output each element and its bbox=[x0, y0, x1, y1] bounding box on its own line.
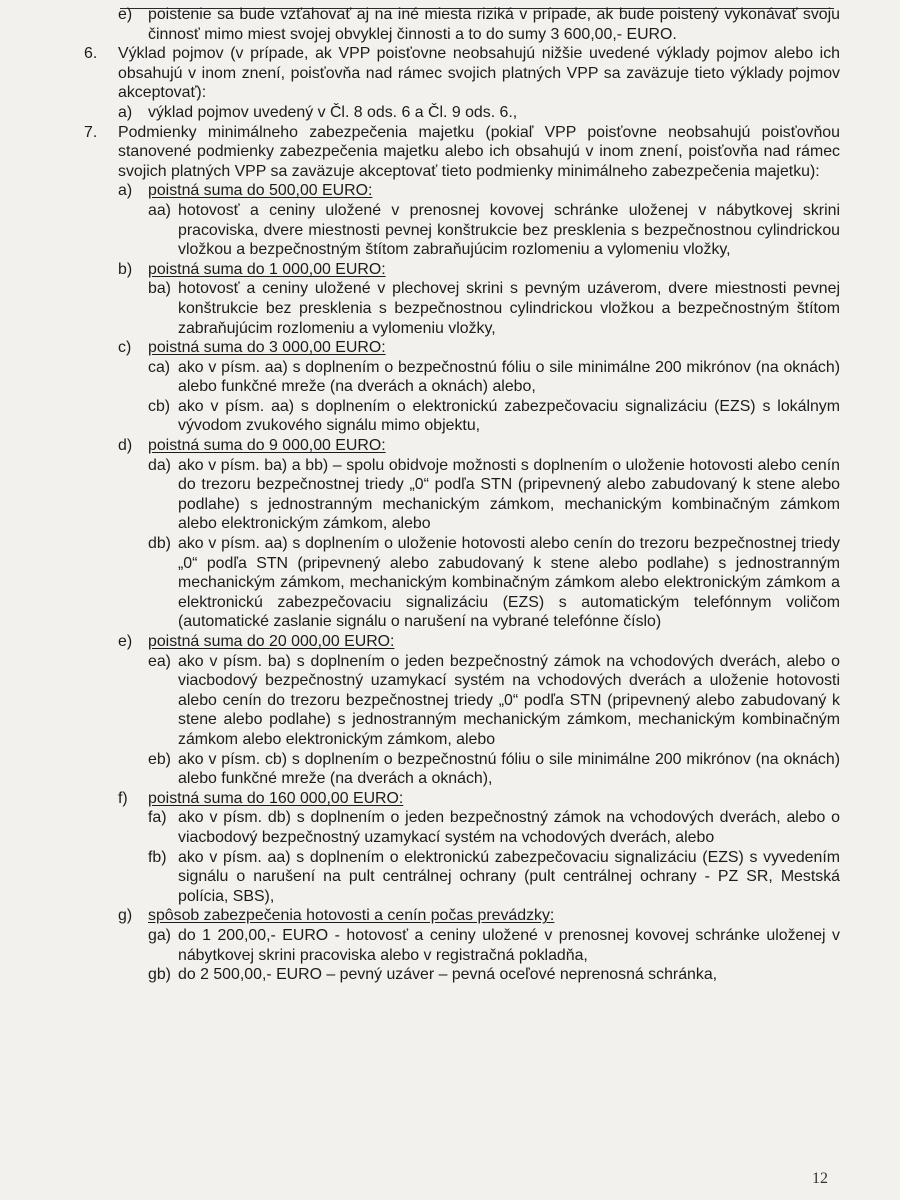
section-number: 6. bbox=[84, 45, 98, 63]
item-label: e) bbox=[118, 6, 133, 23]
subsection-heading bbox=[84, 906, 840, 926]
item-text: ako v písm. ba) a bb) – spolu obidvoje možnosti s doplnením o uloženie hotovosti alebo cenín do trezoru bezpečnostnej triedy „0“ podľa STN (pripevnený alebo zabudovaný k stene alebo podlahe) s jednostranným mechanickým zámkom, mechanickým kombinačným zámkom alebo elektronickým zámkom, alebo bbox=[178, 456, 840, 533]
item-text: ako v písm. ba) s doplnením o jeden bezpečnostný zámok na vchodových dverách, alebo o viacbodový bezpečnostný uzamykací systém na vchodových dverách a uloženie hotovosti alebo cenín do trezoru bezpečnostnej triedy „0“ podľa STN (pripevnený alebo zabudovaný k stene alebo podlahe) s jednostranným mechanickým zámkom, mechanickým kombinačným zámkom alebo elektronickým zámkom, alebo bbox=[178, 652, 840, 748]
item-label: eb) bbox=[148, 750, 171, 768]
list-item bbox=[84, 397, 840, 436]
item-label: a) bbox=[118, 103, 133, 121]
item-label: aa) bbox=[148, 201, 171, 219]
item-label: fa) bbox=[148, 809, 167, 827]
subsection-heading bbox=[84, 436, 840, 456]
subsection-heading bbox=[84, 789, 840, 809]
item-text: do 2 500,00,- EURO – pevný uzáver – pevná oceľové neprenosná schránka, bbox=[178, 966, 718, 984]
subsection-heading bbox=[84, 632, 840, 652]
list-item bbox=[84, 103, 840, 123]
item-label: d) bbox=[118, 437, 133, 455]
list-item bbox=[84, 279, 840, 338]
item-label: ga) bbox=[148, 926, 171, 944]
subsection-heading bbox=[84, 338, 840, 358]
heading-text: poistná suma do 3 000,00 EURO: bbox=[148, 339, 386, 357]
heading-text: poistná suma do 9 000,00 EURO: bbox=[148, 437, 386, 455]
section-text: Výklad pojmov (v prípade, ak VPP poisťovne neobsahujú nižšie uvedené výklady pojmov alebo ich obsahujú v inom znení, poisťovňa nad rámec svojich platných VPP sa zaväzuje tieto výklady pojmov akceptovať): bbox=[118, 45, 840, 102]
heading-text: poistná suma do 20 000,00 EURO: bbox=[148, 633, 395, 650]
item-text: výklad pojmov uvedený v Čl. 8 ods. 6 a Čl. 9 ods. 6., bbox=[148, 103, 518, 121]
item-label: g) bbox=[118, 907, 133, 925]
heading-text: poistná suma do 1 000,00 EURO: bbox=[148, 260, 386, 278]
page-number: 12 bbox=[812, 1170, 828, 1187]
item-label: b) bbox=[118, 260, 133, 278]
item-label: cb) bbox=[148, 397, 171, 415]
item-label: gb) bbox=[148, 966, 171, 984]
list-item bbox=[84, 926, 840, 965]
section-6 bbox=[84, 44, 840, 103]
item-text: ako v písm. aa) s doplnením o elektronickú zabezpečovaciu signalizáciu (EZS) s lokálnym vývodom zvukového signálu mimo objektu, bbox=[178, 397, 840, 435]
list-item bbox=[84, 750, 840, 789]
list-item bbox=[84, 652, 840, 750]
item-label: c) bbox=[118, 339, 132, 357]
list-item bbox=[84, 848, 840, 907]
section-7 bbox=[84, 123, 840, 182]
subsection-heading bbox=[84, 260, 840, 280]
item-label: a) bbox=[118, 182, 133, 200]
list-item bbox=[84, 201, 840, 260]
item-label: ca) bbox=[148, 358, 171, 376]
section-number: 7. bbox=[84, 123, 98, 141]
list-item bbox=[84, 808, 840, 847]
item-label: fb) bbox=[148, 848, 167, 866]
item-text: ako v písm. db) s doplnením o jeden bezpečnostný zámok na vchodových dverách, alebo o viacbodový bezpečnostný uzamykací systém na vchodových dverách, alebo bbox=[178, 809, 840, 846]
item-label: e) bbox=[118, 633, 133, 650]
item-text: ako v písm. aa) s doplnením o uloženie hotovosti alebo cenín do trezoru bezpečnostnej triedy „0“ podľa STN (pripevnený alebo zabudovaný k stene alebo podlahe) s jednostranným mechanickým zámkom, mechanickým kombinačným zámkom alebo elektronickým zámkom a elektronickú zabezpečovaciu signalizáciu (EZS) s automatickým telefónnym voličom (automatické zaslanie signálu o narušení na vybrané telefónne číslo) bbox=[178, 535, 840, 631]
item-label: f) bbox=[118, 789, 128, 807]
list-item bbox=[84, 358, 840, 397]
item-label: da) bbox=[148, 456, 171, 474]
item-text: poistenie sa bude vzťahovať aj na iné miesta riziká v prípade, ak bude poistený vykonávať svoju činnosť mimo miest svojej obvyklej činnosti a to do sumy 3 600,00,- EURO. bbox=[148, 6, 840, 43]
list-item bbox=[84, 5, 840, 44]
list-item bbox=[84, 456, 840, 534]
subsection-heading bbox=[84, 181, 840, 201]
item-text: do 1 200,00,- EURO - hotovosť a ceniny uložené v prenosnej kovovej schránke uloženej v nábytkovej skrini pracoviska alebo v registračná pokladňa, bbox=[178, 926, 840, 964]
heading-text: poistná suma do 160 000,00 EURO: bbox=[148, 789, 404, 807]
item-label: db) bbox=[148, 535, 171, 553]
heading-text: poistná suma do 500,00 EURO: bbox=[148, 182, 373, 200]
list-item bbox=[84, 965, 840, 985]
list-item bbox=[84, 534, 840, 632]
item-label: ba) bbox=[148, 280, 171, 298]
item-text: ako v písm. aa) s doplnením o bezpečnostnú fóliu o sile minimálne 200 mikrónov (na oknách) alebo funkčné mreže (na dverách a oknách) alebo, bbox=[178, 358, 840, 396]
item-text: hotovosť a ceniny uložené v plechovej skrini s pevným uzáverom, dvere miestnosti pevnej konštrukcie bez presklenia s bezpečnostnou cylindrickou vložkou a bezpečnostným štítom zabraňujúcim rozlomeniu a vylomeniu vložky, bbox=[178, 280, 840, 337]
item-text: ako v písm. cb) s doplnením o bezpečnostnú fóliu o sile minimálne 200 mikrónov (na oknách) alebo funkčné mreže (na dverách a oknách), bbox=[178, 750, 840, 788]
section-text: Podmienky minimálneho zabezpečenia majetku (pokiaľ VPP poisťovne neobsahujú poisťovňou stanovené podmienky zabezpečenia majetku alebo ich obsahujú v inom znení, poisťovňa nad rámec svojich platných VPP sa zaväzuje akceptovať tieto podmienky minimálneho zabezpečenia majetku): bbox=[118, 123, 840, 180]
document-body bbox=[84, 5, 840, 985]
heading-text: spôsob zabezpečenia hotovosti a cenín počas prevádzky: bbox=[148, 907, 555, 925]
item-label: ea) bbox=[148, 652, 171, 670]
item-text: hotovosť a ceniny uložené v prenosnej kovovej schránke uloženej v nábytkovej skrini pracoviska, dvere miestnosti pevnej konštrukcie bez presklenia s bezpečnostnou cylindrickou vložkou a bezpečnostným štítom zabraňujúcim rozlomeniu a vylomeniu vložky, bbox=[178, 201, 840, 259]
item-text: ako v písm. aa) s doplnením o elektronickú zabezpečovaciu signalizáciu (EZS) s vyvedením signálu o narušení na pult centrálnej ochrany (pult centrálnej ochrany - PZ SR, Mestská polícia, SBS), bbox=[178, 848, 840, 905]
